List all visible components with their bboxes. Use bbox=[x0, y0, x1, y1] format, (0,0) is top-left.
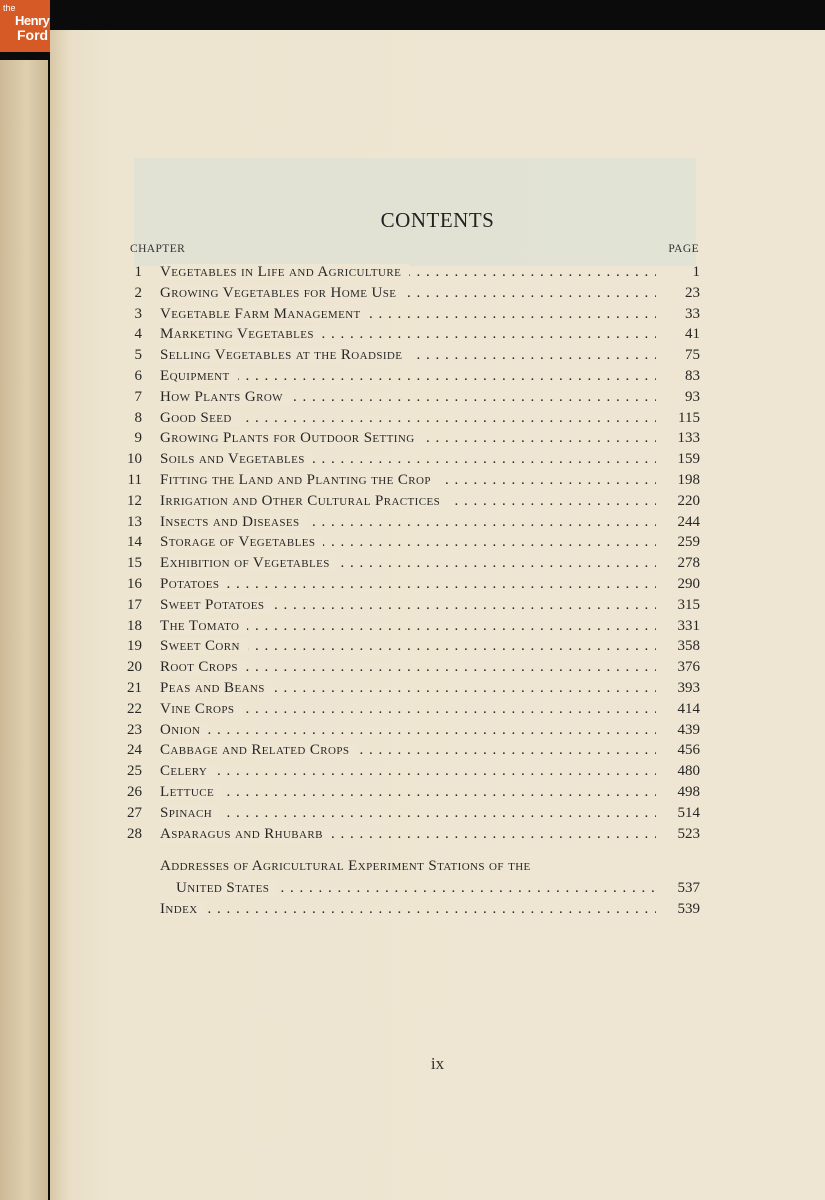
addresses-entry-page: 537 bbox=[677, 880, 700, 896]
left-page-edge bbox=[0, 60, 48, 1200]
chapter-page: 358 bbox=[677, 638, 700, 655]
toc-row bbox=[120, 720, 700, 740]
chapter-page: 198 bbox=[677, 472, 700, 488]
chapter-number: 19 bbox=[127, 638, 142, 655]
chapter-page: 290 bbox=[677, 576, 700, 592]
chapter-column-header: CHAPTER bbox=[130, 243, 186, 255]
toc-row bbox=[120, 324, 700, 344]
chapter-page: 23 bbox=[685, 284, 700, 301]
chapter-number: 12 bbox=[127, 492, 142, 509]
chapter-title: Potatoes . . . bbox=[160, 574, 656, 594]
chapter-number: 22 bbox=[127, 700, 142, 717]
chapter-number: 23 bbox=[127, 721, 142, 738]
page-column-header: PAGE bbox=[668, 243, 699, 255]
chapter-title: Cabbage and Related Crops . . . bbox=[160, 740, 656, 760]
chapter-page: 244 bbox=[677, 513, 700, 530]
index-entry bbox=[120, 899, 700, 919]
chapter-title: Vegetables in Life and Agriculture . . . bbox=[160, 262, 656, 282]
chapter-page: 414 bbox=[677, 700, 700, 717]
chapter-page: 83 bbox=[685, 368, 700, 384]
toc-row bbox=[120, 283, 700, 303]
chapter-number: 26 bbox=[127, 784, 142, 800]
toc-row bbox=[120, 574, 700, 594]
toc-row bbox=[120, 616, 700, 636]
chapter-number: 5 bbox=[134, 347, 142, 364]
chapter-page: 133 bbox=[677, 430, 700, 447]
chapter-page: 514 bbox=[677, 804, 700, 821]
index-entry-title: Index . . . bbox=[160, 899, 656, 919]
chapter-title: Spinach . . . bbox=[160, 803, 656, 823]
chapter-number: 13 bbox=[127, 513, 142, 530]
toc-row bbox=[120, 408, 700, 428]
index-entry-page: 539 bbox=[677, 901, 700, 917]
toc-row bbox=[120, 678, 700, 698]
toc-row bbox=[120, 470, 700, 490]
page-folio: ix bbox=[430, 1054, 445, 1073]
chapter-page: 331 bbox=[677, 617, 700, 634]
chapter-number: 14 bbox=[127, 534, 142, 551]
toc-row bbox=[120, 782, 700, 802]
chapter-title: Peas and Beans . . . bbox=[160, 678, 656, 698]
toc-row bbox=[120, 304, 700, 324]
book-page bbox=[50, 30, 825, 1200]
chapter-title: Root Crops . . . bbox=[160, 657, 656, 677]
chapter-title: Irrigation and Other Cultural Practices . . . bbox=[160, 491, 656, 511]
chapter-title: Selling Vegetables at the Roadside . . . bbox=[160, 345, 656, 365]
chapter-number: 7 bbox=[134, 388, 142, 405]
chapter-number: 10 bbox=[127, 451, 142, 468]
chapter-title: Storage of Vegetables . . . bbox=[160, 532, 656, 552]
toc-row bbox=[120, 636, 700, 656]
chapter-number: 11 bbox=[127, 472, 142, 488]
chapter-page: 498 bbox=[677, 784, 700, 800]
chapter-number: 16 bbox=[127, 576, 142, 592]
chapter-page: 439 bbox=[677, 721, 700, 738]
chapter-number: 15 bbox=[127, 555, 142, 572]
toc-row bbox=[120, 824, 700, 844]
chapter-title: Sweet Potatoes . . . bbox=[160, 595, 656, 615]
chapter-title: Good Seed . . . bbox=[160, 408, 656, 428]
chapter-title: Equipment . . . bbox=[160, 366, 656, 386]
chapter-page: 259 bbox=[677, 534, 700, 551]
chapter-page: 480 bbox=[677, 763, 700, 780]
toc-row bbox=[120, 740, 700, 760]
toc-row bbox=[120, 553, 700, 573]
toc-row bbox=[120, 699, 700, 719]
chapter-page: 75 bbox=[685, 347, 700, 364]
chapter-page: 93 bbox=[685, 388, 700, 405]
chapter-page: 456 bbox=[677, 742, 700, 759]
chapter-number: 8 bbox=[134, 409, 142, 426]
chapter-number: 17 bbox=[127, 596, 142, 613]
henry-ford-logo bbox=[0, 0, 50, 52]
logo-henry: Henry bbox=[15, 13, 50, 28]
chapter-page: 1 bbox=[692, 264, 700, 280]
toc-row bbox=[120, 761, 700, 781]
chapter-title: Sweet Corn . . . bbox=[160, 636, 656, 656]
logo-ford: Ford bbox=[17, 27, 49, 43]
chapter-title: Growing Vegetables for Home Use . . . bbox=[160, 283, 656, 303]
toc-row bbox=[120, 366, 700, 386]
chapter-title: Soils and Vegetables . . . bbox=[160, 449, 656, 469]
toc-row bbox=[120, 803, 700, 823]
chapter-page: 220 bbox=[677, 492, 700, 509]
addresses-entry-line1: Addresses of Agricultural Experiment Stations of the bbox=[160, 858, 531, 874]
toc-row bbox=[120, 532, 700, 552]
chapter-title: Growing Plants for Outdoor Setting . . . bbox=[160, 428, 656, 448]
chapter-number: 20 bbox=[127, 659, 142, 676]
toc-row bbox=[120, 345, 700, 365]
chapter-title: Insects and Diseases . . . bbox=[160, 512, 656, 532]
chapter-title: Onion . . . bbox=[160, 720, 656, 740]
chapter-page: 33 bbox=[685, 305, 700, 322]
toc-row bbox=[120, 491, 700, 511]
chapter-number: 6 bbox=[134, 368, 142, 384]
addresses-entry-title: United States . . . bbox=[176, 878, 656, 898]
chapter-number: 3 bbox=[134, 305, 142, 322]
chapter-number: 2 bbox=[134, 284, 142, 301]
chapter-title: Lettuce . . . bbox=[160, 782, 656, 802]
chapter-number: 28 bbox=[127, 825, 142, 842]
chapter-page: 278 bbox=[677, 555, 700, 572]
addresses-entry bbox=[120, 878, 700, 898]
chapter-title: Asparagus and Rhubarb . . . bbox=[160, 824, 656, 844]
chapter-title: How Plants Grow . . . bbox=[160, 387, 656, 407]
toc-row bbox=[120, 449, 700, 469]
chapter-page: 523 bbox=[677, 825, 700, 842]
chapter-page: 115 bbox=[678, 409, 700, 426]
chapter-title: Celery . . . bbox=[160, 761, 656, 781]
chapter-title: Marketing Vegetables . . . bbox=[160, 324, 656, 344]
toc-row bbox=[120, 512, 700, 532]
toc-row bbox=[120, 428, 700, 448]
chapter-number: 4 bbox=[134, 326, 142, 343]
chapter-title: Exhibition of Vegetables . . . bbox=[160, 553, 656, 573]
toc-row bbox=[120, 262, 700, 282]
chapter-page: 159 bbox=[677, 451, 700, 468]
chapter-title: Vine Crops . . . bbox=[160, 699, 656, 719]
toc-row bbox=[120, 595, 700, 615]
chapter-number: 9 bbox=[134, 430, 142, 447]
chapter-number: 24 bbox=[127, 742, 142, 759]
chapter-page: 41 bbox=[685, 326, 700, 343]
toc-row bbox=[120, 387, 700, 407]
logo-the: the bbox=[3, 3, 16, 13]
toc-row bbox=[120, 657, 700, 677]
chapter-number: 1 bbox=[134, 264, 142, 280]
chapter-title: Vegetable Farm Management . . . bbox=[160, 304, 656, 324]
chapter-number: 25 bbox=[127, 763, 142, 780]
chapter-number: 27 bbox=[127, 804, 142, 821]
chapter-title: Fitting the Land and Planting the Crop . . . bbox=[160, 470, 656, 490]
chapter-title: The Tomato . . . bbox=[160, 616, 656, 636]
chapter-page: 376 bbox=[677, 659, 700, 676]
page-title: CONTENTS bbox=[380, 208, 495, 232]
chapter-page: 393 bbox=[677, 680, 700, 696]
chapter-number: 18 bbox=[127, 617, 142, 634]
chapter-page: 315 bbox=[677, 596, 700, 613]
chapter-number: 21 bbox=[127, 680, 142, 696]
